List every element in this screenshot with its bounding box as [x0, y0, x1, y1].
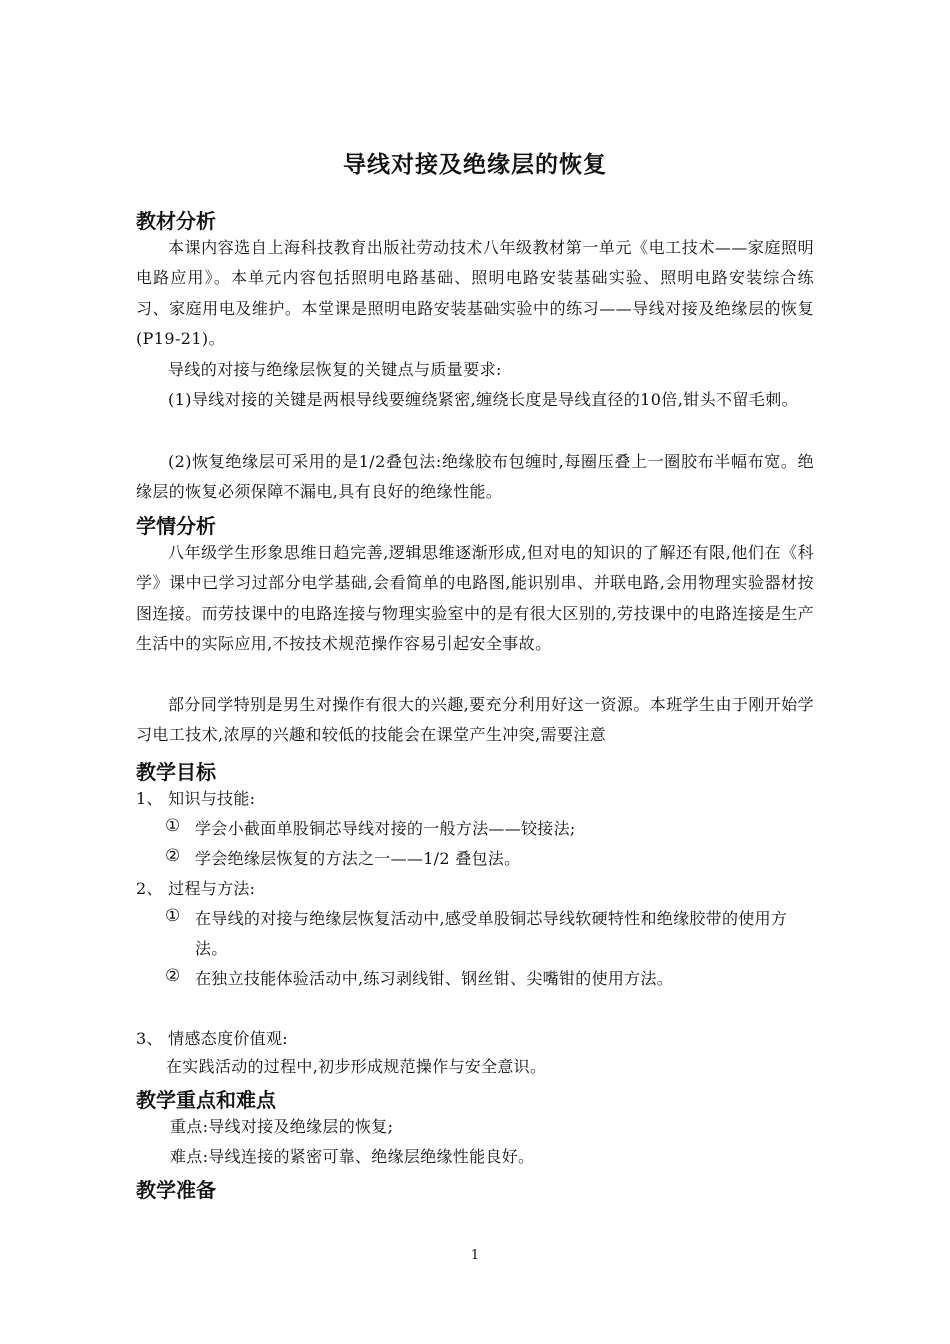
heading-materials: 教材分析: [136, 209, 216, 233]
goal-2-item-1: 在导线的对接与绝缘层恢复活动中,感受单股铜芯导线软硬特性和绝缘胶带的使用方法。: [195, 909, 788, 958]
heading-focus: 教学重点和难点: [136, 1088, 276, 1112]
goal-3-text: 在实践活动的过程中,初步形成规范操作与安全意识。: [166, 1057, 547, 1076]
goal-2-item-2: 在独立技能体验活动中,练习剥线钳、钢丝钳、尖嘴钳的使用方法。: [195, 969, 674, 988]
focus-key-point: 重点:导线对接及绝缘层的恢复;: [170, 1117, 394, 1136]
materials-paragraph-4: (2)恢复绝缘层可采用的是1/2叠包法:绝缘胶布包缠时,每圈压叠上一圈胶布半幅布宽。绝缘层的恢复必须保障不漏电,具有良好的绝缘性能。: [136, 452, 814, 502]
goal-1-item-2: 学会绝缘层恢复的方法之一——1/2 叠包法。: [195, 849, 521, 868]
goal-2-label: 2、 过程与方法:: [136, 879, 256, 898]
marker-circled-1: ①: [165, 816, 181, 836]
materials-paragraph-1: 本课内容选自上海科技教育出版社劳动技术八年级教材第一单元《电工技术——家庭照明电路应用》。本单元内容包括照明电路基础、照明电路安装基础实验、照明电路安装综合练习、家庭用电及维护。本堂课是照明电路安装基础实验中的练习——导线对接及绝缘层的恢复(P19-21)。: [136, 238, 814, 348]
heading-goals: 教学目标: [136, 760, 216, 784]
students-paragraph-2: 部分同学特别是男生对操作有很大的兴趣,要充分利用好这一资源。本班学生由于刚开始学习电工技术,浓厚的兴趣和较低的技能会在课堂产生冲突,需要注意: [136, 695, 814, 745]
goal-1-item-1: 学会小截面单股铜芯导线对接的一般方法——铰接法;: [195, 819, 576, 838]
materials-paragraph-3: (1)导线对接的关键是两根导线要缠绕紧密,缠绕长度是导线直径的10倍,钳头不留毛刺。: [168, 390, 798, 409]
document-title: 导线对接及绝缘层的恢复: [343, 152, 607, 178]
goal-1-label: 1、 知识与技能:: [136, 789, 256, 808]
marker-circled-2: ②: [165, 846, 181, 866]
students-paragraph-1: 八年级学生形象思维日趋完善,逻辑思维逐渐形成,但对电的知识的了解还有限,他们在《科学》课中已学习过部分电学基础,会看简单的电路图,能识别串、并联电路,会用物理实验器材按图连接。而劳技课中的电路连接与物理实验室中的是有很大区别的,劳技课中的电路连接是生产生活中的实际应用,不按技术规范操作容易引起安全事故。: [136, 543, 814, 653]
page-number: 1: [470, 1248, 480, 1263]
heading-students: 学情分析: [136, 514, 216, 538]
marker-circled-1: ①: [165, 906, 181, 926]
focus-difficult-point: 难点:导线连接的紧密可靠、绝缘层绝缘性能良好。: [170, 1147, 535, 1166]
goal-3-label: 3、 情感态度价值观:: [136, 1029, 288, 1048]
materials-paragraph-2: 导线的对接与绝缘层恢复的关键点与质量要求:: [168, 360, 502, 379]
heading-prep: 教学准备: [136, 1178, 216, 1202]
marker-circled-2: ②: [165, 966, 181, 986]
